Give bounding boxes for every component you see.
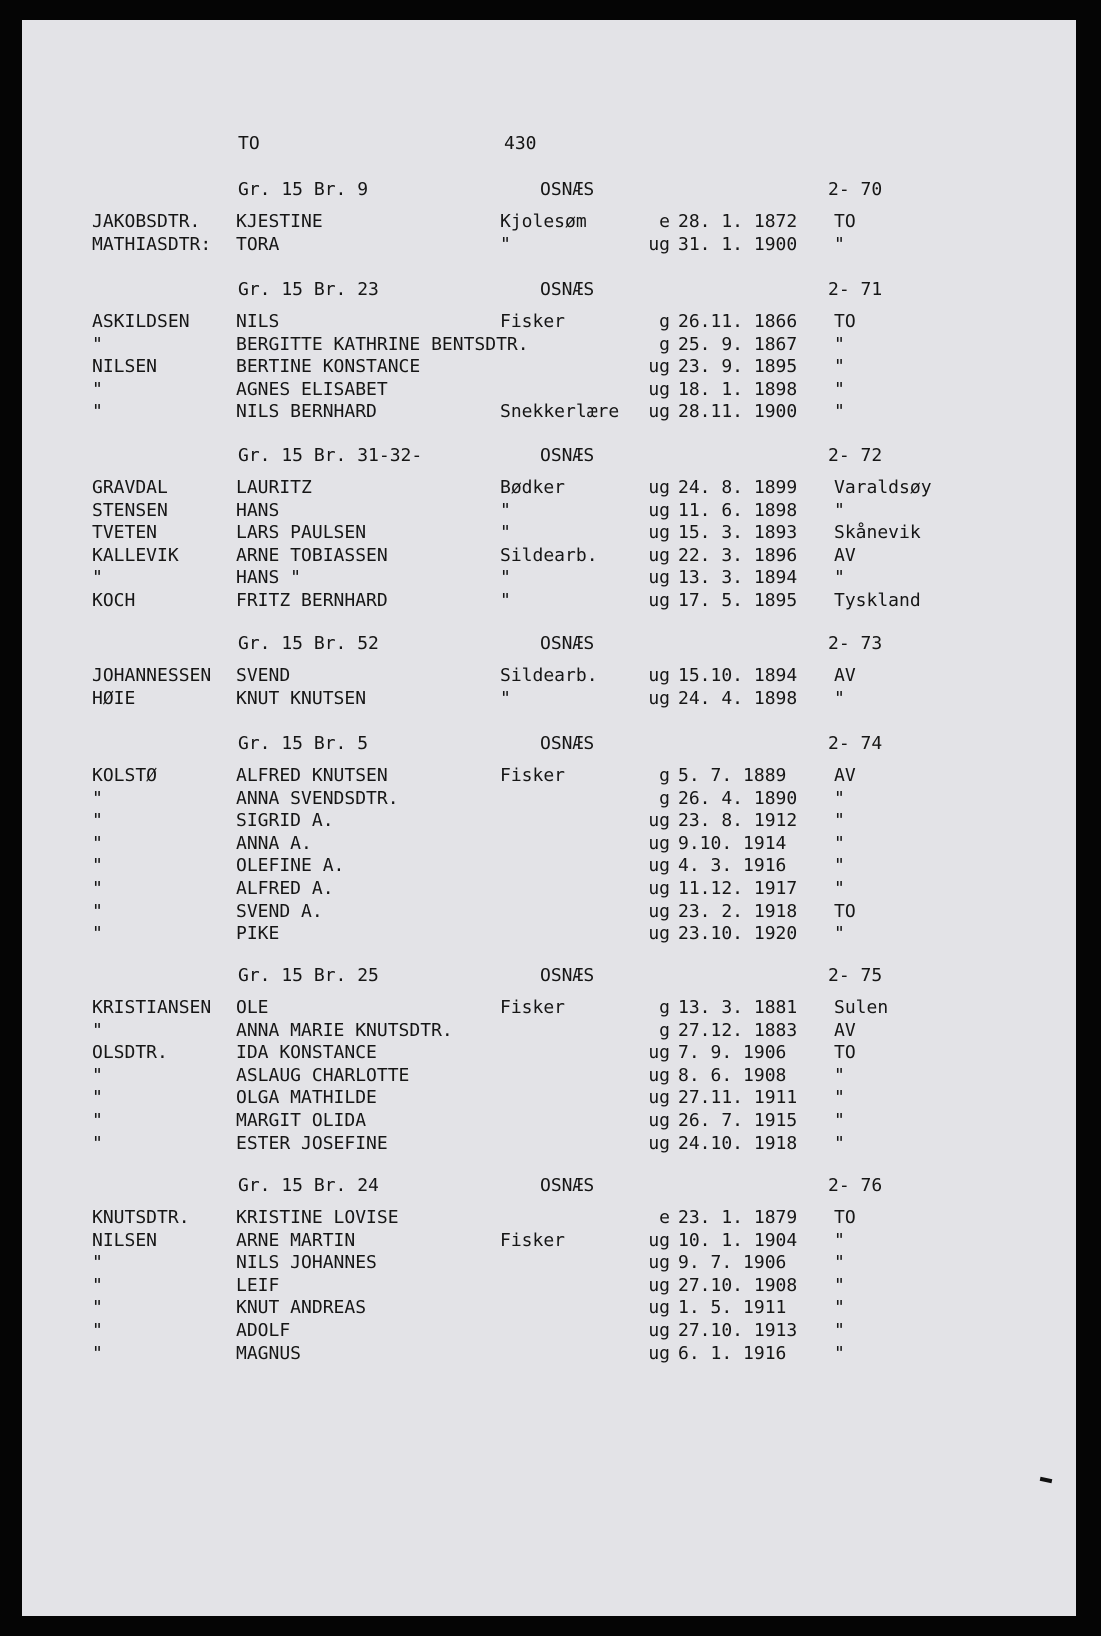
group-number: Gr. 15 Br. 31-32- (238, 445, 423, 466)
person-row (22, 1296, 1076, 1320)
surname: " (92, 1297, 103, 1319)
birth-date: 27.10. 1913 (678, 1320, 798, 1341)
given-names: OLE (236, 997, 269, 1018)
marital-status: ug (648, 1110, 670, 1131)
village-name: OSNÆS (540, 965, 595, 986)
given-names: NILS JOHANNES (236, 1252, 377, 1274)
person-row (22, 787, 1076, 811)
surname: " (92, 378, 103, 400)
given-names: OLGA MATHILDE (236, 1087, 377, 1109)
given-names: KNUT KNUTSEN (236, 687, 367, 709)
surname: KOLSTØ (92, 765, 158, 786)
occupation: " (500, 522, 511, 544)
person-row (22, 233, 1076, 257)
marital-status: ug (648, 855, 670, 877)
given-names: KRISTINE LOVISE (236, 1207, 399, 1228)
section-code: 2- 72 (828, 445, 883, 466)
given-names: ARNE TOBIASSEN (236, 544, 388, 566)
birth-place: " (834, 333, 845, 355)
surname: " (92, 401, 103, 423)
person-row (22, 566, 1076, 590)
marital-status: ug (648, 900, 670, 922)
page-header (22, 132, 1076, 156)
person-row (22, 832, 1076, 856)
birth-place: AV (834, 1019, 856, 1041)
marital-status: g (659, 1019, 670, 1041)
surname: " (92, 1252, 103, 1274)
birth-date: 18. 1. 1898 (678, 378, 798, 400)
marital-status: ug (648, 1229, 670, 1251)
group-number: Gr. 15 Br. 9 (238, 179, 369, 200)
group-number: Gr. 15 Br. 52 (238, 633, 379, 654)
given-names: AGNES ELISABET (236, 378, 388, 400)
birth-date: 27.12. 1883 (678, 1019, 798, 1041)
birth-date: 23.10. 1920 (678, 923, 798, 945)
section-code: 2- 70 (828, 179, 883, 200)
marital-status: ug (648, 544, 670, 566)
village-name: OSNÆS (540, 733, 595, 754)
occupation: Snekkerlære (500, 401, 620, 423)
given-names: OLEFINE A. (236, 855, 345, 877)
birth-place: Tyskland (834, 590, 921, 611)
given-names: ALFRED KNUTSEN (236, 765, 388, 786)
marital-status: ug (648, 356, 670, 378)
birth-place: Sulen (834, 997, 889, 1018)
surname: " (92, 923, 103, 945)
occupation: " (500, 233, 511, 255)
person-row (22, 1251, 1076, 1275)
section-heading (22, 278, 1076, 302)
birth-date: 23. 9. 1895 (678, 356, 798, 378)
marital-status: ug (648, 590, 670, 611)
given-names: MARGIT OLIDA (236, 1110, 367, 1131)
village-name: OSNÆS (540, 279, 595, 300)
birth-date: 1. 5. 1911 (678, 1297, 787, 1319)
document-page (22, 20, 1076, 1616)
marital-status: ug (648, 1342, 670, 1364)
surname: " (92, 1274, 103, 1296)
occupation: " (500, 499, 511, 521)
marital-status: g (659, 311, 670, 332)
marital-status: e (659, 211, 670, 232)
section-code: 2- 74 (828, 733, 883, 754)
given-names: BERGITTE KATHRINE BENTSDTR. (236, 333, 529, 355)
surname: " (92, 1019, 103, 1041)
birth-date: 6. 1. 1916 (678, 1342, 787, 1364)
surname: " (92, 1064, 103, 1086)
marital-status: ug (648, 477, 670, 498)
person-row (22, 809, 1076, 833)
surname: OLSDTR. (92, 1042, 168, 1064)
marital-status: ug (648, 687, 670, 709)
given-names: BERTINE KONSTANCE (236, 356, 421, 378)
marital-status: ug (648, 378, 670, 400)
village-name: OSNÆS (540, 1175, 595, 1196)
birth-place: " (834, 1110, 845, 1131)
group-number: Gr. 15 Br. 25 (238, 965, 379, 986)
surname: " (92, 1110, 103, 1131)
surname: KRISTIANSEN (92, 997, 212, 1018)
section-heading (22, 444, 1076, 468)
person-row (22, 1274, 1076, 1298)
birth-place: Skånevik (834, 522, 921, 544)
birth-place: " (834, 499, 845, 521)
birth-date: 24. 4. 1898 (678, 687, 798, 709)
section-heading (22, 632, 1076, 656)
surname: TVETEN (92, 522, 158, 544)
person-row (22, 1041, 1076, 1065)
person-row (22, 764, 1076, 788)
birth-place: " (834, 832, 845, 854)
given-names: ASLAUG CHARLOTTE (236, 1064, 410, 1086)
occupation: " (500, 687, 511, 709)
village-name: OSNÆS (540, 633, 595, 654)
marital-status: ug (648, 665, 670, 686)
given-names: HANS " (236, 567, 302, 589)
birth-place: " (834, 787, 845, 809)
surname: " (92, 832, 103, 854)
given-names: HANS (236, 499, 280, 521)
birth-date: 23. 8. 1912 (678, 810, 798, 832)
person-row (22, 1319, 1076, 1343)
person-row (22, 1109, 1076, 1133)
given-names: ALFRED A. (236, 878, 334, 899)
surname: NILSEN (92, 1229, 158, 1251)
birth-date: 11. 6. 1898 (678, 499, 798, 521)
page-top-label: TO (238, 133, 260, 154)
birth-date: 26.11. 1866 (678, 311, 798, 332)
person-row (22, 310, 1076, 334)
marital-status: ug (648, 1064, 670, 1086)
occupation: Fisker (500, 997, 566, 1018)
person-row (22, 1086, 1076, 1110)
given-names: IDA KONSTANCE (236, 1042, 377, 1064)
birth-place: " (834, 687, 845, 709)
birth-date: 9. 7. 1906 (678, 1252, 787, 1274)
birth-place: " (834, 1342, 845, 1364)
given-names: LARS PAULSEN (236, 522, 367, 544)
given-names: MAGNUS (236, 1342, 302, 1364)
village-name: OSNÆS (540, 445, 595, 466)
birth-place: " (834, 1229, 845, 1251)
surname: STENSEN (92, 499, 168, 521)
surname: GRAVDAL (92, 477, 168, 498)
marital-status: ug (648, 1297, 670, 1319)
birth-date: 28.11. 1900 (678, 401, 798, 423)
marital-status: ug (648, 233, 670, 255)
birth-date: 22. 3. 1896 (678, 544, 798, 566)
marital-status: ug (648, 923, 670, 945)
given-names: NILS (236, 311, 280, 332)
marital-status: ug (648, 1320, 670, 1341)
birth-date: 7. 9. 1906 (678, 1042, 787, 1064)
given-names: SVEND (236, 665, 291, 686)
birth-place: " (834, 1132, 845, 1154)
occupation: Fisker (500, 1229, 566, 1251)
person-row (22, 521, 1076, 545)
birth-date: 4. 3. 1916 (678, 855, 787, 877)
surname: " (92, 567, 103, 589)
person-row (22, 1342, 1076, 1366)
surname: " (92, 900, 103, 922)
marital-status: g (659, 787, 670, 809)
person-row (22, 210, 1076, 234)
person-row (22, 1229, 1076, 1253)
birth-place: " (834, 1274, 845, 1296)
marital-status: ug (648, 810, 670, 832)
marital-status: ug (648, 401, 670, 423)
birth-date: 13. 3. 1881 (678, 997, 798, 1018)
person-row (22, 355, 1076, 379)
marital-status: ug (648, 1132, 670, 1154)
given-names: ARNE MARTIN (236, 1229, 356, 1251)
person-row (22, 544, 1076, 568)
birth-place: AV (834, 765, 856, 786)
person-row (22, 664, 1076, 688)
person-row (22, 476, 1076, 500)
marital-status: ug (648, 1087, 670, 1109)
given-names: SVEND A. (236, 900, 323, 922)
marital-status: g (659, 765, 670, 786)
marital-status: ug (648, 522, 670, 544)
surname: " (92, 855, 103, 877)
register-content (22, 20, 1076, 1616)
person-row (22, 877, 1076, 901)
given-names: ANNA MARIE KNUTSDTR. (236, 1019, 453, 1041)
person-row (22, 499, 1076, 523)
surname: NILSEN (92, 356, 158, 378)
occupation: " (500, 567, 511, 589)
birth-place: TO (834, 211, 856, 232)
birth-place: " (834, 810, 845, 832)
birth-date: 5. 7. 1889 (678, 765, 787, 786)
person-row (22, 854, 1076, 878)
surname: MATHIASDTR: (92, 233, 212, 255)
birth-date: 13. 3. 1894 (678, 567, 798, 589)
birth-place: TO (834, 1042, 856, 1064)
page-number: 430 (504, 133, 537, 154)
section-heading (22, 1174, 1076, 1198)
birth-place: " (834, 1087, 845, 1109)
given-names: LAURITZ (236, 477, 312, 498)
birth-date: 15.10. 1894 (678, 665, 798, 686)
surname: KOCH (92, 590, 136, 611)
occupation: Sildearb. (500, 665, 598, 686)
birth-date: 27.10. 1908 (678, 1274, 798, 1296)
birth-date: 28. 1. 1872 (678, 211, 798, 232)
birth-place: AV (834, 665, 856, 686)
birth-date: 24.10. 1918 (678, 1132, 798, 1154)
group-number: Gr. 15 Br. 23 (238, 279, 379, 300)
birth-place: " (834, 855, 845, 877)
occupation: Fisker (500, 765, 566, 786)
given-names: KNUT ANDREAS (236, 1297, 367, 1319)
surname: " (92, 333, 103, 355)
surname: HØIE (92, 687, 136, 709)
section-code: 2- 73 (828, 633, 883, 654)
birth-date: 10. 1. 1904 (678, 1229, 798, 1251)
section-heading (22, 732, 1076, 756)
birth-date: 17. 5. 1895 (678, 590, 798, 611)
marital-status: g (659, 333, 670, 355)
surname: JAKOBSDTR. (92, 211, 201, 232)
marital-status: ug (648, 832, 670, 854)
birth-date: 9.10. 1914 (678, 832, 787, 854)
person-row (22, 400, 1076, 424)
birth-date: 25. 9. 1867 (678, 333, 798, 355)
birth-place: TO (834, 900, 856, 922)
surname: KALLEVIK (92, 544, 179, 566)
birth-place: " (834, 401, 845, 423)
given-names: ANNA SVENDSDTR. (236, 787, 399, 809)
marital-status: e (659, 1207, 670, 1228)
section-code: 2- 76 (828, 1175, 883, 1196)
birth-date: 27.11. 1911 (678, 1087, 798, 1109)
group-number: Gr. 15 Br. 24 (238, 1175, 379, 1196)
given-names: ANNA A. (236, 832, 312, 854)
birth-place: TO (834, 311, 856, 332)
birth-date: 11.12. 1917 (678, 878, 798, 899)
birth-place: " (834, 233, 845, 255)
person-row (22, 589, 1076, 613)
surname: " (92, 878, 103, 899)
person-row (22, 1019, 1076, 1043)
birth-place: " (834, 1320, 845, 1341)
occupation: " (500, 590, 511, 611)
birth-place: " (834, 567, 845, 589)
birth-place: AV (834, 544, 856, 566)
section-heading (22, 178, 1076, 202)
given-names: ESTER JOSEFINE (236, 1132, 388, 1154)
surname: JOHANNESSEN (92, 665, 212, 686)
marital-status: ug (648, 1252, 670, 1274)
birth-date: 26. 4. 1890 (678, 787, 798, 809)
surname: ASKILDSEN (92, 311, 190, 332)
person-row (22, 333, 1076, 357)
birth-date: 15. 3. 1893 (678, 522, 798, 544)
occupation: Kjolesøm (500, 211, 587, 232)
birth-date: 26. 7. 1915 (678, 1110, 798, 1131)
birth-place: " (834, 1064, 845, 1086)
group-number: Gr. 15 Br. 5 (238, 733, 369, 754)
person-row (22, 1132, 1076, 1156)
occupation: Fisker (500, 311, 566, 332)
person-row (22, 900, 1076, 924)
section-code: 2- 75 (828, 965, 883, 986)
section-code: 2- 71 (828, 279, 883, 300)
birth-date: 23. 2. 1918 (678, 900, 798, 922)
given-names: NILS BERNHARD (236, 401, 377, 423)
person-row (22, 1064, 1076, 1088)
surname: " (92, 1132, 103, 1154)
birth-date: 23. 1. 1879 (678, 1207, 798, 1228)
surname: " (92, 1342, 103, 1364)
surname: KNUTSDTR. (92, 1207, 190, 1228)
birth-place: " (834, 1252, 845, 1274)
person-row (22, 687, 1076, 711)
given-names: FRITZ BERNHARD (236, 590, 388, 611)
surname: " (92, 1320, 103, 1341)
birth-place: TO (834, 1207, 856, 1228)
surname: " (92, 810, 103, 832)
given-names: TORA (236, 233, 280, 255)
person-row (22, 1206, 1076, 1230)
marital-status: ug (648, 878, 670, 899)
given-names: SIGRID A. (236, 810, 334, 832)
marital-status: ug (648, 499, 670, 521)
birth-place: " (834, 878, 845, 899)
birth-date: 24. 8. 1899 (678, 477, 798, 498)
person-row (22, 922, 1076, 946)
marital-status: ug (648, 1274, 670, 1296)
birth-date: 8. 6. 1908 (678, 1064, 787, 1086)
given-names: PIKE (236, 923, 280, 945)
birth-date: 31. 1. 1900 (678, 233, 798, 255)
occupation: Bødker (500, 477, 566, 498)
birth-place: " (834, 356, 845, 378)
marital-status: ug (648, 567, 670, 589)
birth-place: " (834, 923, 845, 945)
birth-place: " (834, 378, 845, 400)
section-heading (22, 964, 1076, 988)
village-name: OSNÆS (540, 179, 595, 200)
birth-place: Varaldsøy (834, 477, 932, 498)
birth-place: " (834, 1297, 845, 1319)
person-row (22, 996, 1076, 1020)
person-row (22, 378, 1076, 402)
given-names: ADOLF (236, 1320, 291, 1341)
surname: " (92, 1087, 103, 1109)
given-names: KJESTINE (236, 211, 323, 232)
marital-status: g (659, 997, 670, 1018)
given-names: LEIF (236, 1274, 280, 1296)
occupation: Sildearb. (500, 544, 598, 566)
marital-status: ug (648, 1042, 670, 1064)
surname: " (92, 787, 103, 809)
